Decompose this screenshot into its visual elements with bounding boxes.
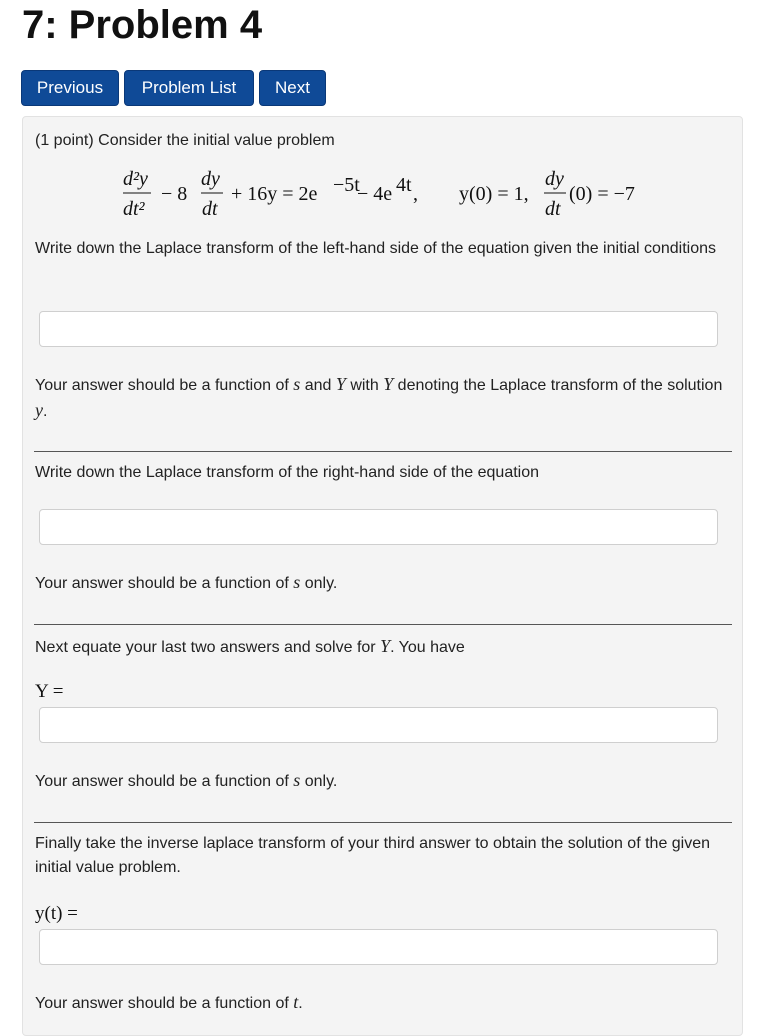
var-Y: Y xyxy=(335,374,346,394)
q2-hint-post: only. xyxy=(300,575,338,592)
q1-hint-pre: Your answer should be a function of xyxy=(35,377,294,394)
eq-ic2-rest: (0) = −7 xyxy=(569,183,635,205)
eq-dy: dy xyxy=(201,168,220,190)
q1-hint-mid: and xyxy=(300,377,336,394)
q3-prompt xyxy=(35,634,725,660)
problem-list-button[interactable]: Problem List xyxy=(124,70,254,106)
previous-button[interactable]: Previous xyxy=(21,70,119,106)
eq-plus16y: + 16y = 2e xyxy=(231,183,318,205)
eq-dt: dt xyxy=(202,198,218,220)
q1-hint xyxy=(35,372,725,424)
var-s: s xyxy=(293,572,301,592)
page-title: 7: Problem 4 xyxy=(22,3,263,47)
eq-minus8: − 8 xyxy=(161,183,188,205)
q1-prompt: Write down the Laplace transform of the left-hand side of the equation given the initial conditions xyxy=(35,240,717,257)
var-Y-2: Y xyxy=(383,374,394,394)
eq-comma: , xyxy=(413,183,418,205)
q1-hint-post: denoting the Laplace transform of the solution xyxy=(393,377,723,394)
eq-lhs-numerator: d²y xyxy=(123,168,148,190)
eq-ic2-dy: dy xyxy=(545,168,564,190)
q3-hint-post: only. xyxy=(300,773,338,790)
q3-prompt-post: . You have xyxy=(390,639,465,656)
eq-exp1: −5t xyxy=(333,174,360,196)
divider xyxy=(34,822,732,823)
var-Y: Y xyxy=(380,636,391,656)
q4-prompt: Finally take the inverse laplace transform of your third answer to obtain the solution of the given initial value problem. xyxy=(35,835,711,876)
problem-box xyxy=(22,116,743,1036)
divider xyxy=(34,451,732,452)
q2-prompt: Write down the Laplace transform of the right-hand side of the equation xyxy=(35,464,540,481)
var-s: s xyxy=(293,770,301,790)
q4-hint xyxy=(35,990,725,1016)
q3-answer-input[interactable] xyxy=(39,707,718,743)
q3-prompt-pre: Next equate your last two answers and solve for xyxy=(35,639,381,656)
q4-hint-post: . xyxy=(298,995,303,1012)
q2-hint-pre: Your answer should be a function of xyxy=(35,575,294,592)
q4-hint-pre: Your answer should be a function of xyxy=(35,995,294,1012)
var-t: t xyxy=(293,992,299,1012)
q1-hint-with: with xyxy=(345,377,384,394)
eq-exp2: 4t xyxy=(396,174,412,196)
q3-hint-pre: Your answer should be a function of xyxy=(35,773,294,790)
q1-answer-input[interactable] xyxy=(39,311,718,347)
q3-hint xyxy=(35,768,725,794)
q1-hint-end: . xyxy=(43,403,48,420)
var-s: s xyxy=(293,374,301,394)
var-y: y xyxy=(35,400,43,420)
eq-lhs-denominator: dt² xyxy=(123,198,145,220)
differential-equation xyxy=(103,163,703,225)
q3-label: Y = xyxy=(35,681,64,702)
problem-navigation xyxy=(21,70,326,106)
problem-intro: (1 point) Consider the initial value problem xyxy=(35,132,335,149)
q4-answer-input[interactable] xyxy=(39,929,718,965)
q4-label: y(t) = xyxy=(35,903,78,924)
q2-hint xyxy=(35,570,725,596)
eq-minus4e: − 4e xyxy=(357,183,393,205)
divider xyxy=(34,624,732,625)
q2-answer-input[interactable] xyxy=(39,509,718,545)
next-button[interactable]: Next xyxy=(259,70,326,106)
eq-ic2-dt: dt xyxy=(545,198,561,220)
eq-ic1: y(0) = 1, xyxy=(459,183,529,205)
